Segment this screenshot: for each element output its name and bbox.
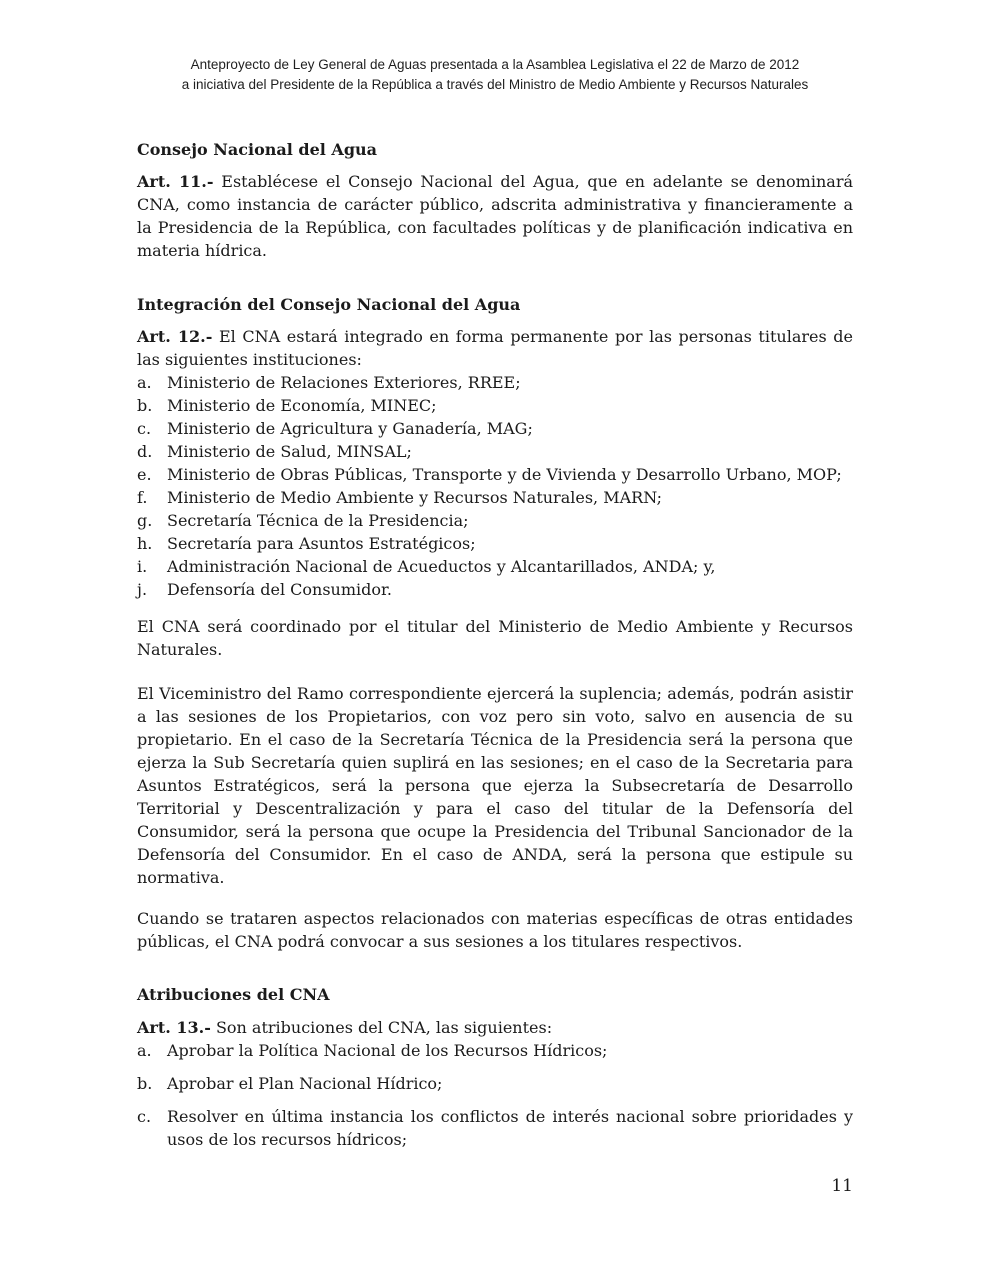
- list-item-text: Secretaría Técnica de la Presidencia;: [167, 511, 469, 530]
- list-item-text: Ministerio de Agricultura y Ganadería, MAG;: [167, 419, 533, 438]
- article-11-paragraph: [137, 170, 853, 262]
- section-heading-consejo: Consejo Nacional del Agua: [137, 140, 378, 159]
- list-item-label: a.: [137, 1041, 152, 1060]
- section-heading-integracion: Integración del Consejo Nacional del Agua: [137, 295, 521, 314]
- list-item: [137, 532, 853, 555]
- list-item-text: Ministerio de Economía, MINEC;: [167, 396, 437, 415]
- list-item-text: Ministerio de Relaciones Exteriores, RREE;: [167, 373, 521, 392]
- list-item-text: Ministerio de Salud, MINSAL;: [167, 442, 412, 461]
- list-item: [137, 1072, 853, 1095]
- attributions-list: [137, 1039, 853, 1151]
- list-item: [137, 486, 853, 509]
- section-heading-atribuciones: Atribuciones del CNA: [137, 985, 330, 1004]
- list-item-label: d.: [137, 442, 153, 461]
- list-item-text: Resolver en última instancia los conflictos de interés nacional sobre prioridades y usos de los recursos hídricos;: [167, 1107, 853, 1149]
- list-item-text: Administración Nacional de Acueductos y Alcantarillados, ANDA; y,: [167, 557, 716, 576]
- article-13-text: Son atribuciones del CNA, las siguientes:: [210, 1018, 553, 1037]
- list-item-label: c.: [137, 1107, 152, 1126]
- list-item: [137, 371, 853, 394]
- list-item-label: g.: [137, 511, 153, 530]
- article-11-text: Establécese el Consejo Nacional del Agua, que en adelante se denominará CNA, como instancia de carácter público, adscrita administrativa y financieramente a la Presidencia de la República, con facultades políticas y de planificación indicativa en materia hídrica.: [137, 172, 854, 260]
- header-line-1: Anteproyecto de Ley General de Aguas presentada a la Asamblea Legislativa el 22 de Marzo de 2012: [190, 57, 800, 72]
- article-11-label: Art. 11.-: [137, 172, 214, 191]
- list-item: [137, 578, 853, 601]
- paragraph-substitution-rules: El Viceministro del Ramo correspondiente ejercerá la suplencia; además, podrán asistir a las sesiones de los Propietarios, con voz pero sin voto, salvo en ausencia de su propietario. En el caso de la Secretaría Técnica de la Presidencia será la persona que ejerza la Sub Secretaría quien suplirá en las sesiones; en el caso de la Secretaria para Asuntos Estratégicos, será la persona que ejerza la Subsecretaría de Desarrollo Territorial y Descentralización y para el caso del titular de la Defensoría del Consumidor, será la persona que ocupe la Presidencia del Tribunal Sancionador de la Defensoría del Consumidor. En el caso de ANDA, será la persona que estipule su normativa.: [137, 684, 853, 887]
- article-13-paragraph: [137, 1016, 853, 1039]
- list-item-label: b.: [137, 1074, 153, 1093]
- list-item-label: e.: [137, 465, 152, 484]
- paragraph-cna-coordination: El CNA será coordinado por el titular del Ministerio de Medio Ambiente y Recursos Naturales.: [137, 617, 853, 659]
- list-item-label: b.: [137, 396, 153, 415]
- list-item-text: Ministerio de Medio Ambiente y Recursos Naturales, MARN;: [167, 488, 663, 507]
- list-item-text: Aprobar la Política Nacional de los Recursos Hídricos;: [167, 1041, 608, 1060]
- list-item-text: Ministerio de Obras Públicas, Transporte y de Vivienda y Desarrollo Urbano, MOP;: [167, 465, 842, 484]
- list-item: [137, 1105, 853, 1151]
- list-item-text: Defensoría del Consumidor.: [167, 580, 392, 599]
- list-item-label: a.: [137, 373, 152, 392]
- article-12-paragraph: [137, 325, 853, 371]
- header-line-2: a iniciativa del Presidente de la República a través del Ministro de Medio Ambiente y Recursos Naturales: [181, 77, 809, 92]
- list-item-label: h.: [137, 534, 153, 553]
- list-item: [137, 417, 853, 440]
- list-item: [137, 440, 853, 463]
- list-item-label: j.: [137, 580, 148, 599]
- document-body: [137, 138, 853, 1151]
- paragraph-convocation: Cuando se trataren aspectos relacionados con materias específicas de otras entidades públicas, el CNA podrá convocar a sus sesiones a los titulares respectivos.: [137, 909, 853, 951]
- article-12-text: El CNA estará integrado en forma permanente por las personas titulares de las siguientes instituciones:: [137, 327, 853, 369]
- list-item-label: f.: [137, 488, 148, 507]
- list-item-text: Secretaría para Asuntos Estratégicos;: [167, 534, 476, 553]
- list-item: [137, 555, 853, 578]
- article-12-label: Art. 12.-: [137, 327, 213, 346]
- list-item: [137, 394, 853, 417]
- page-header: [0, 55, 990, 95]
- list-item-label: i.: [137, 557, 148, 576]
- list-item: [137, 1039, 853, 1062]
- page-number: 11: [831, 1176, 853, 1196]
- list-item: [137, 509, 853, 532]
- list-item: [137, 463, 853, 486]
- list-item-label: c.: [137, 419, 152, 438]
- article-13-label: Art. 13.-: [137, 1018, 211, 1037]
- list-item-text: Aprobar el Plan Nacional Hídrico;: [167, 1074, 443, 1093]
- institutions-list: [137, 371, 853, 601]
